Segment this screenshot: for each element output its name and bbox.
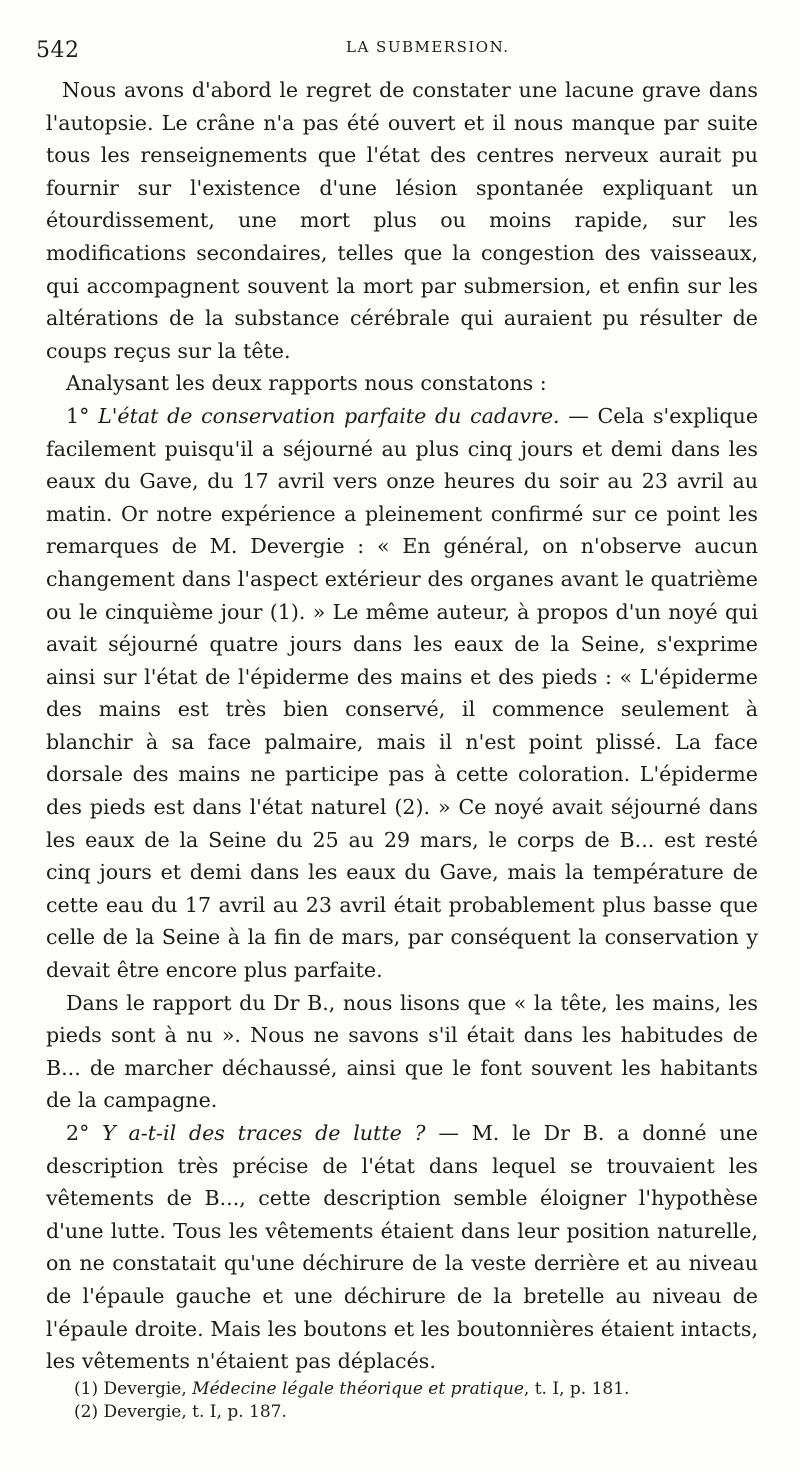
- footnote-title: Médecine légale théorique et pratique: [192, 1379, 524, 1399]
- point-heading: Y a-t-il des traces de lutte ?: [102, 1121, 426, 1145]
- running-title: LA SUBMERSION.: [346, 38, 510, 56]
- footnote-author: Devergie,: [98, 1379, 193, 1399]
- footnote-rest: , t. I, p. 181.: [523, 1379, 630, 1399]
- paragraph-report: [46, 987, 758, 1117]
- footnote-mark: (1): [74, 1379, 99, 1399]
- footnote-1: [74, 1378, 754, 1401]
- page-header: [36, 30, 770, 64]
- paragraph-text: Nous avons d'abord le regret de constater une lacune grave dans l'autopsie. Le crâne n'a pas été ouvert et il nous manque par suite tous les renseignements que l'état des centres nerveux aurait pu fournir sur l'existence d'une lésion spontanée expliquant un étourdissement, une mort plus ou moins rapide, sur les modifications secondaires, telles que la congestion des vaisseaux, qui accompagnent souvent la mort par submersion, et enfin sur les altérations de la substance cérébrale qui auraient pu résulter de coups reçus sur la tête.: [46, 78, 758, 363]
- paragraph-text: Analysant les deux rapports nous constatons :: [66, 371, 547, 396]
- paragraph-point-2: [46, 1117, 758, 1378]
- body-text: [46, 74, 758, 1378]
- paragraph-text: — M. le Dr B. a donné une description très précise de l'état dans lequel se trouvaient les vêtements de B..., cette description semble éloigner l'hypothèse d'une lutte. Tous les vêtements étaient dans leur position naturelle, on ne constatait qu'une déchirure de la veste derrière et au niveau de l'épaule gauche et une déchirure de la bretelle au niveau de l'épaule droite. Mais les boutons et les boutonnières étaient intacts, les vêtements n'étaient pas déplacés.: [46, 1121, 758, 1374]
- paragraph-autopsy-gap: [46, 74, 758, 367]
- paragraph-text: — Cela s'explique facilement puisqu'il a séjourné au plus cinq jours et demi dans les eaux du Gave, du 17 avril vers onze heures du soir au 23 avril au matin. Or notre expérience a pleinement confirmé sur ce point les remarques de M. Devergie : « En général, on n'observe aucun changement dans l'aspect extérieur des organes avant le quatrième ou le cinquième jour (1). » Le même auteur, à propos d'un noyé qui avait séjourné quatre jours dans les eaux de la Seine, s'exprime ainsi sur l'état de l'épiderme des mains et des pieds : « L'épiderme des mains est très bien conservé, il commence seulement à blanchir à sa face palmaire, mais il n'est point plissé. La face dorsale des mains ne participe pas à cette coloration. L'épiderme des pieds est dans l'état naturel (2). » Ce noyé avait séjourné dans les eaux de la Seine du 25 au 29 mars, le corps de B... est resté cinq jours et demi dans les eaux du Gave, mais la température de cette eau du 17 avril au 23 avril était probablement plus basse que celle de la Seine à la fin de mars, par conséquent la conservation y devait être encore plus parfaite.: [46, 403, 759, 983]
- point-number: 2°: [66, 1121, 103, 1145]
- point-number: 1°: [66, 403, 99, 428]
- paragraph-text: Dans le rapport du Dr B., nous lisons que « la tête, les mains, les pieds sont à nu ». Nous ne savons s'il était dans les habitudes de B... de marcher déchaussé, ainsi que le font souvent les habitants de la campagne.: [46, 990, 758, 1113]
- page-number: 542: [36, 38, 80, 63]
- point-heading: L'état de conservation parfaite du cadavre.: [98, 403, 560, 428]
- footnote-mark: (2): [74, 1402, 99, 1422]
- footnotes: [74, 1378, 754, 1424]
- footnote-2: [74, 1401, 754, 1424]
- paragraph-point-1: [46, 400, 758, 987]
- paragraph-analysis-intro: [46, 367, 758, 400]
- footnote-author: Devergie, t. I, p. 187.: [98, 1402, 287, 1422]
